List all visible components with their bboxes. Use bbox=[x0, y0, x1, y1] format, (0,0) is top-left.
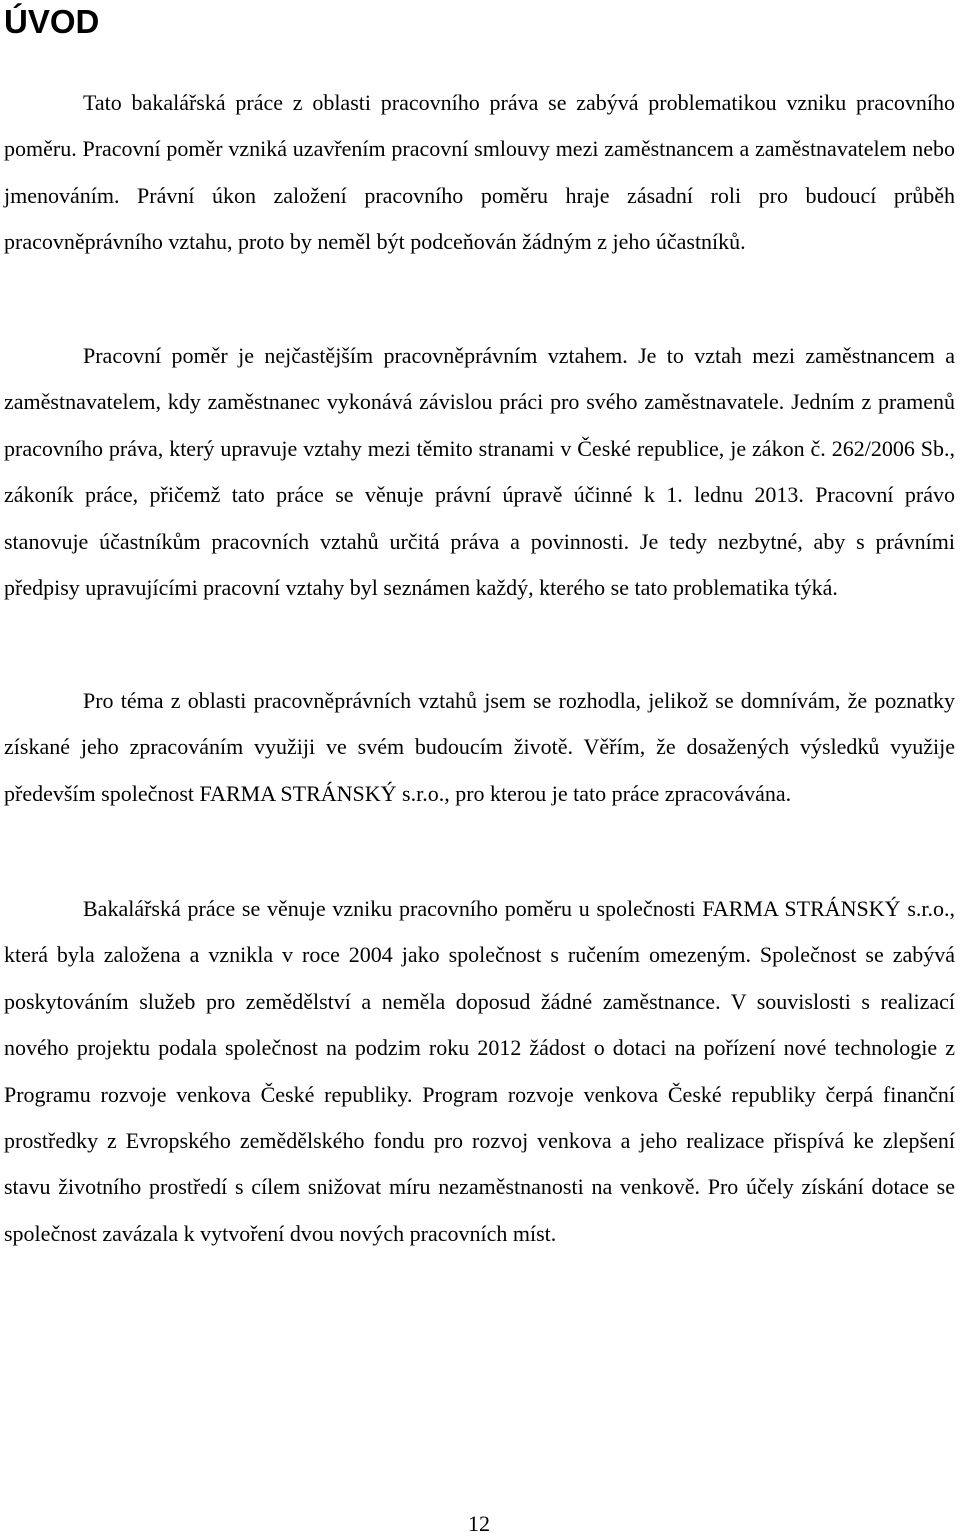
paragraph-topic-choice: Pro téma z oblasti pracovněprávních vztahů jsem se rozhodla, jelikož se domnívám, že poznatky získané jeho zpracováním využiji ve svém budoucím životě. Věřím, že dosažených výsledků využije především společnost FARMA STRÁNSKÝ s.r.o., pro kterou je tato práce zpracovávána. bbox=[4, 688, 955, 806]
paragraph-company-description: Bakalářská práce se věnuje vzniku pracovního poměru u společnosti FARMA STRÁNSKÝ s.r.o., která byla založena a vznikla v roce 2004 jako společnost s ručením omezeným. Společnost se zabývá poskytováním služeb pro zemědělství a neměla doposud žádné zaměstnance. V souvislosti s realizací nového projektu podala společnost na podzim roku 2012 žádost o dotaci na pořízení nové technologie z Programu rozvoje venkova České republiky. Program rozvoje venkova České republiky čerpá finanční prostředky z Evropského zemědělského fondu pro rozvoj venkova a jeho realizace přispívá ke zlepšení stavu životního prostředí s cílem snižovat míru nezaměstnanosti na venkově. Pro účely získání dotace se společnost zavázala k vytvoření dvou nových pracovních míst. bbox=[4, 896, 955, 1246]
page-number-text: 12 bbox=[468, 1511, 490, 1536]
page-number bbox=[0, 1512, 960, 1536]
page-title: ÚVOD bbox=[4, 3, 100, 40]
paragraph-employment-relation: Pracovní poměr je nejčastějším pracovněprávním vztahem. Je to vztah mezi zaměstnancem a zaměstnavatelem, kdy zaměstnanec vykonává závislou práci pro svého zaměstnavatele. Jedním z pramenů pracovního práva, který upravuje vztahy mezi těmito stranami v České republice, je zákon č. 262/2006 Sb., zákoník práce, přičemž tato práce se věnuje právní úpravě účinné k 1. lednu 2013. Pracovní právo stanovuje účastníkům pracovních vztahů určitá práva a povinnosti. Je tedy nezbytné, aby s právními předpisy upravujícími pracovní vztahy byl seznámen každý, kterého se tato problematika týká. bbox=[4, 343, 955, 601]
paragraph-introduction: Tato bakalářská práce z oblasti pracovního práva se zabývá problematikou vzniku pracovního poměru. Pracovní poměr vzniká uzavřením pracovní smlouvy mezi zaměstnancem a zaměstnavatelem nebo jmenováním. Právní úkon založení pracovního poměru hraje zásadní roli pro budoucí průběh pracovněprávního vztahu, proto by neměl být podceňován žádným z jeho účastníků. bbox=[4, 90, 955, 255]
